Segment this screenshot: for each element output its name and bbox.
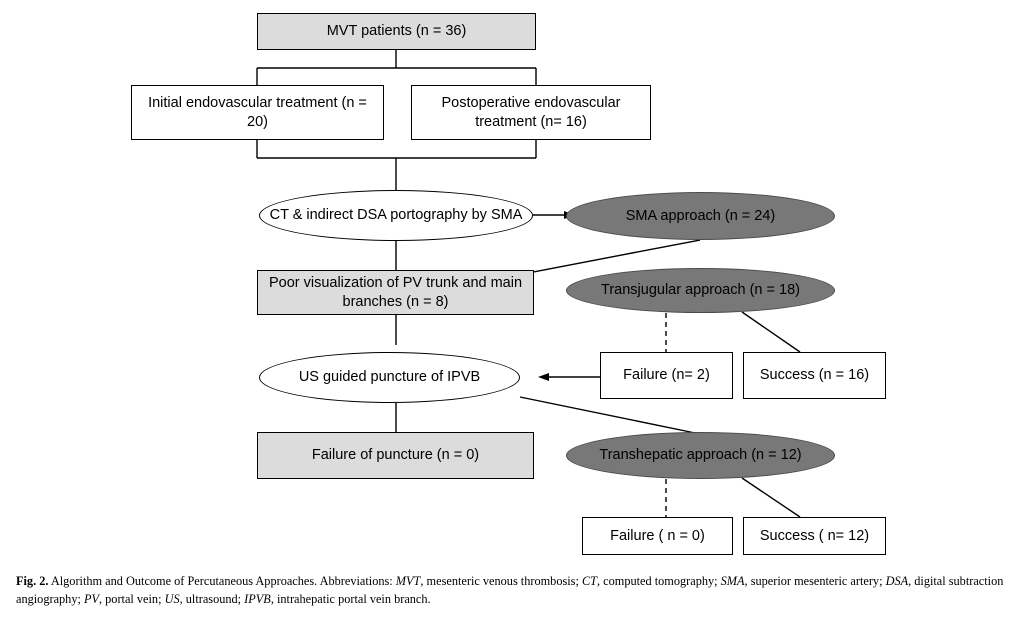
- caption-title: Algorithm and Outcome of Percutaneous Approaches. Abbreviations:: [50, 574, 393, 588]
- node-ct-indirect-dsa-portography: [259, 190, 533, 241]
- abbr-term: DSA: [885, 574, 909, 588]
- node-mvt-patients: [257, 13, 536, 50]
- abbr-term: US: [164, 591, 180, 606]
- abbr-def: , mesenteric venous thrombosis;: [420, 574, 582, 588]
- node-transjugular-failure: [600, 352, 733, 399]
- abbr-def: , digital subtraction angiography;: [16, 574, 1004, 606]
- node-transhepatic-failure: [582, 517, 733, 555]
- abbr-def: , ultrasound;: [179, 591, 245, 606]
- node-label: CT & indirect DSA portography by SMA: [269, 207, 523, 224]
- node-label: SMA approach (n = 24): [625, 207, 776, 224]
- abbr-term: IPVB: [244, 591, 271, 606]
- node-postoperative-endovascular-treatment: [411, 85, 651, 140]
- node-label: MVT patients (n = 36): [326, 23, 467, 40]
- node-poor-visualization: [257, 270, 534, 315]
- abbr-def: , intrahepatic portal vein branch.: [270, 591, 431, 606]
- node-label: Success (n = 16): [759, 367, 870, 384]
- node-transjugular-approach: [566, 268, 835, 313]
- node-us-guided-puncture: [259, 352, 520, 403]
- figure-caption: [16, 573, 1008, 609]
- node-sma-approach: [566, 192, 835, 240]
- node-transhepatic-success: [743, 517, 886, 555]
- node-label: Initial endovascular treatment (n = 20): [148, 95, 367, 130]
- node-initial-endovascular-treatment: [131, 85, 384, 140]
- node-failure-of-puncture: [257, 432, 534, 479]
- abbr-term: CT: [581, 574, 597, 588]
- node-label: Failure of puncture (n = 0): [311, 447, 480, 464]
- abbr-def: , portal vein;: [99, 591, 165, 606]
- node-label: Transhepatic approach (n = 12): [599, 447, 802, 464]
- node-label: Transjugular approach (n = 18): [601, 282, 800, 299]
- node-label: Success ( n= 12): [759, 527, 870, 544]
- node-label: Failure ( n = 0): [610, 527, 705, 544]
- abbr-def: , computed tomography;: [597, 574, 721, 588]
- node-label: Failure (n= 2): [623, 367, 710, 384]
- node-label: US guided puncture of IPVB: [298, 369, 481, 386]
- abbr-def: , superior mesenteric artery;: [744, 574, 886, 588]
- abbr-term: MVT: [395, 574, 421, 588]
- node-transhepatic-approach: [566, 432, 835, 479]
- node-label: Postoperative endovascular treatment (n= 16): [441, 95, 621, 130]
- node-transjugular-success: [743, 352, 886, 399]
- abbr-term: PV: [83, 591, 99, 606]
- caption-label: Fig. 2.: [16, 574, 49, 588]
- abbr-term: SMA: [720, 574, 745, 588]
- node-label: Poor visualization of PV trunk and main branches (n = 8): [268, 275, 523, 310]
